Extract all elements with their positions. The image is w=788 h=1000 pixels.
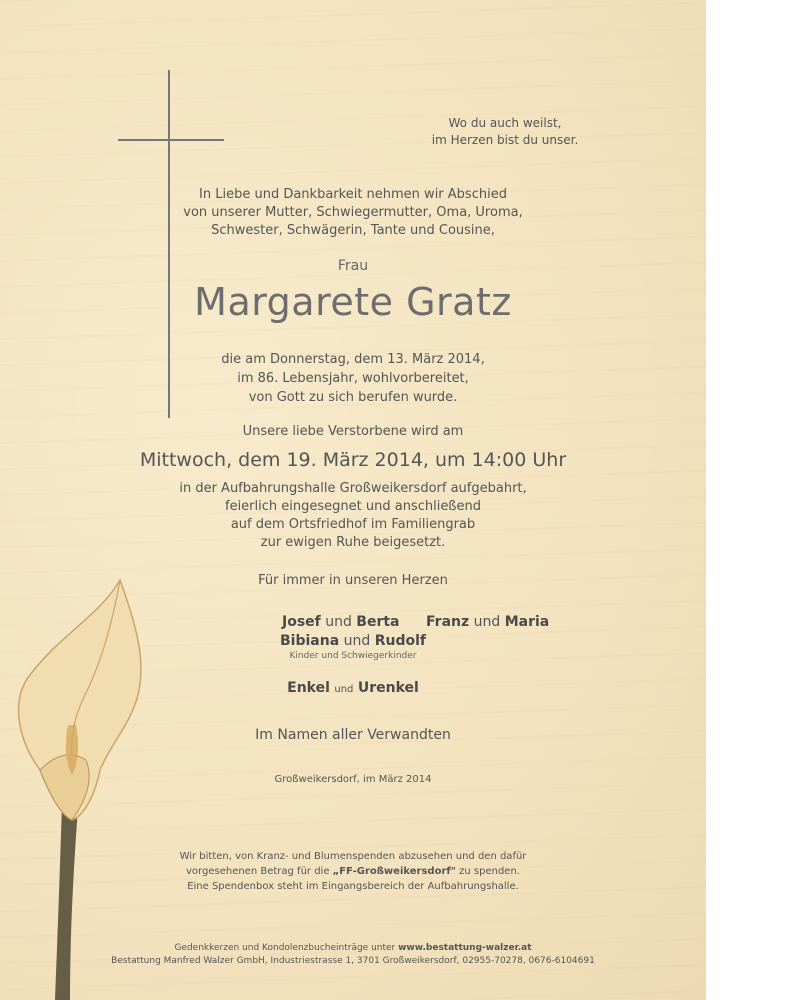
intro-text: In Liebe und Dankbarkeit nehmen wir Abschied von unserer Mutter, Schwiegermutter, Oma, Uroma, Schwester, Schwägerin, Tante und Cousine,: [183, 187, 523, 238]
motto: Wo du auch weilst, im Herzen bist du unser.: [431, 116, 579, 147]
announce-text: Unsere liebe Verstorbene wird am: [242, 424, 464, 439]
funeral-date: Mittwoch, dem 19. März 2014, um 14:00 Uhr: [139, 449, 567, 471]
place-date: Großweikersdorf, im März 2014: [274, 774, 432, 785]
family-pair-3: Bibiana und Rudolf: [280, 633, 426, 649]
death-info: die am Donnerstag, dem 13. März 2014, im 86. Lebensjahr, wohlvorbereitet, von Gott zu sich berufen wurde.: [221, 352, 485, 405]
donation-notice: Wir bitten, von Kranz- und Blumenspenden abzusehen und den dafür vorgesehenen Betrag für die „FF-Großweikersdorf" zu spenden. Eine Spendenbox steht im Eingangsbereich der Aufbahrungshalle.: [179, 851, 527, 892]
ceremony-text: in der Aufbahrungshalle Großweikersdorf aufgebahrt, feierlich eingesegnet und anschließend auf dem Ortsfriedhof im Familiengrab zur ewigen Ruhe beigesetzt.: [179, 481, 527, 550]
forever-text: Für immer in unseren Herzen: [258, 573, 448, 588]
children-label: Kinder und Schwiegerkinder: [289, 651, 417, 661]
calla-lily-illustration: [0, 575, 160, 1000]
salutation: Frau: [337, 258, 369, 274]
website-link[interactable]: www.bestattung-walzer.at: [398, 943, 532, 953]
relatives-text: Im Namen aller Verwandten: [255, 727, 451, 743]
grandchildren: Enkel und Urenkel: [287, 680, 419, 696]
family-pair-1: Josef und Berta: [282, 614, 400, 630]
deceased-name: Margarete Gratz: [194, 280, 512, 324]
cross-horizontal-bar: [118, 139, 224, 141]
footer: Gedenkkerzen und Kondolenzbucheinträge unter www.bestattung-walzer.at Bestattung Manfred Walzer GmbH, Industriestrasse 1, 3701 Großweikersdorf, 02955-70278, 0676-6104691: [111, 943, 595, 966]
family-pair-2: Franz und Maria: [426, 614, 550, 630]
